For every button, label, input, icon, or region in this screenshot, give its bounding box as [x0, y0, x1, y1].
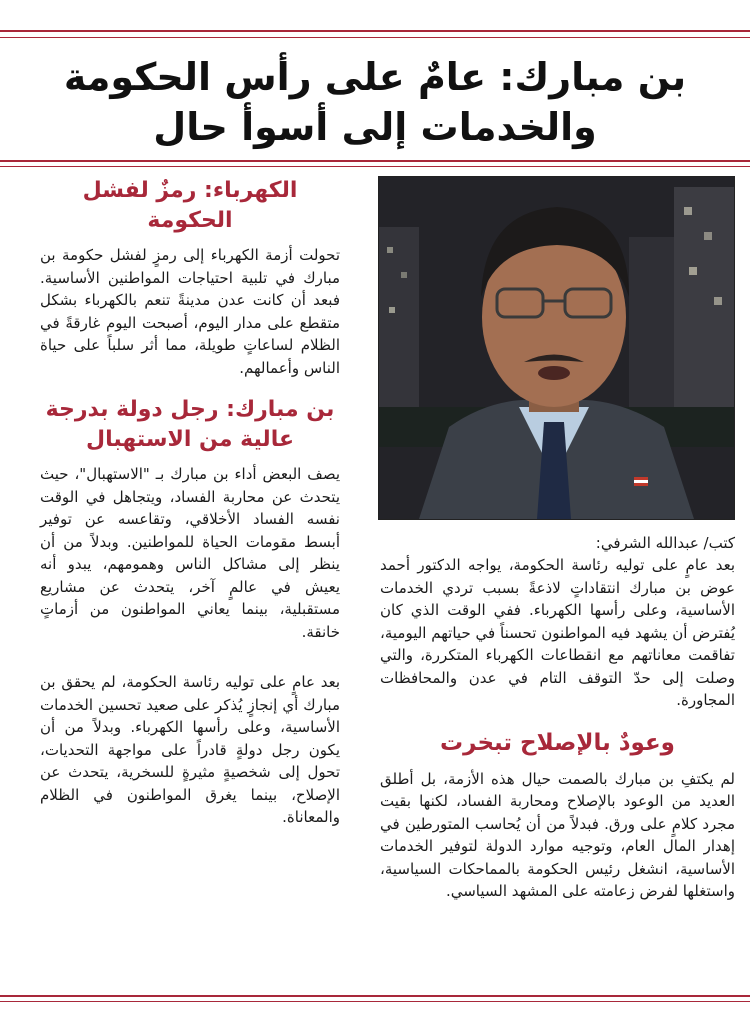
- year-paragraph: بعد عامٍ على توليه رئاسة الحكومة، لم يحقق بن مبارك أي إنجازٍ يُذكر على صعيد تحسين الخدمات الأساسية، وعلى رأسها الكهرباء. وبدلاً من أن يكون رجل دولةٍ قادراً على مواجهة التحديات، تحول إلى شخصيةٍ مثيرةٍ للسخرية، يتحدث عن الإصلاح، بينما يغرق المواطنون في الظلام والمعاناة.: [40, 673, 340, 826]
- portrait-illustration: [379, 177, 734, 519]
- statesman-paragraph: يصف البعض أداء بن مبارك بـ "الاستهبال"، حيث يتحدث عن محاربة الفساد، ويتجاهل في الوقت نفسه الفساد الأخلاقي، وتقاعسه عن توفير أبسط مقومات الحياة للمواطنين. وبدلاً من أن ينظر إلى مشاكل الناس وهمومهم، يبدو أنه يعيش في عالمٍ آخر، يتحدث عن مشاريع مستقبلية، بينما يعاني المواطنون من أزماتٍ خانقة.: [40, 465, 340, 641]
- top-divider-thin: [0, 37, 750, 38]
- byline: كتب/ عبدالله الشرفي:: [595, 534, 735, 552]
- headline-divider: [0, 160, 750, 162]
- portrait-photo: [378, 176, 735, 520]
- headline-divider-thin: [0, 166, 750, 167]
- left-column: [40, 176, 340, 829]
- headline-line-1: بن مبارك: عامٌ على رأس الحكومة: [63, 55, 687, 99]
- headline: [20, 52, 730, 152]
- electricity-heading: [40, 176, 340, 236]
- headline-line-2: والخدمات إلى أسوأ حال: [153, 105, 597, 149]
- electricity-heading-line-1: الكهرباء: رمزٌ لفشل: [82, 178, 298, 203]
- bottom-divider-thin: [0, 1001, 750, 1002]
- statesman-heading: [40, 395, 340, 455]
- top-divider: [0, 30, 750, 32]
- promises-heading: وعودٌ بالإصلاح تبخرت: [440, 729, 675, 756]
- statesman-heading-line-1: بن مبارك: رجل دولة بدرجة: [45, 397, 335, 422]
- statesman-heading-line-2: عالية من الاستهبال: [85, 427, 294, 452]
- bottom-divider: [0, 995, 750, 997]
- promises-paragraph: لم يكتفِ بن مبارك بالصمت حيال هذه الأزمة، بل أطلق العديد من الوعود بالإصلاح ومحاربة الفساد، لكنها بقيت مجرد كلامٍ على ورق. فبدلاً من أن يُحاسب المتورطين في إهدار المال العام، وتوجيه موارد الدولة لتوفير الخدمات الأساسية، انشغل رئيس الحكومة بالمماحكات السياسية، واستغلها لفرض زعامته على المشهد السياسي.: [380, 769, 735, 900]
- electricity-paragraph: تحولت أزمة الكهرباء إلى رمزٍ لفشل حكومة بن مبارك في تلبية احتياجات المواطنين الأساسية. فبعد أن كانت عدن مدينةً تنعم بالكهرباء بشكل متقطع على مدار اليوم، أصبحت اليوم غارقةً في الظلام لساعاتٍ طويلة، مما أثر سلباً على حياة الناس وأعمالهم.: [40, 246, 340, 377]
- electricity-heading-line-2: الحكومة: [147, 208, 233, 233]
- right-column: [380, 176, 735, 903]
- intro-paragraph: بعد عامٍ على توليه رئاسة الحكومة، يواجه الدكتور أحمد عوض بن مبارك انتقاداتٍ لاذعةً بسبب تردي الخدمات الأساسية، وعلى رأسها الكهرباء. ففي الوقت الذي كان يُفترض أن يشهد فيه المواطنون تحسناً في حياتهم اليومية، تفاقمت معاناتهم مع انقطاعات الكهرباء المتكررة، والتي وصلت إلى حدّ التوقف التام في عدن والمحافظات المجاورة.: [380, 556, 735, 709]
